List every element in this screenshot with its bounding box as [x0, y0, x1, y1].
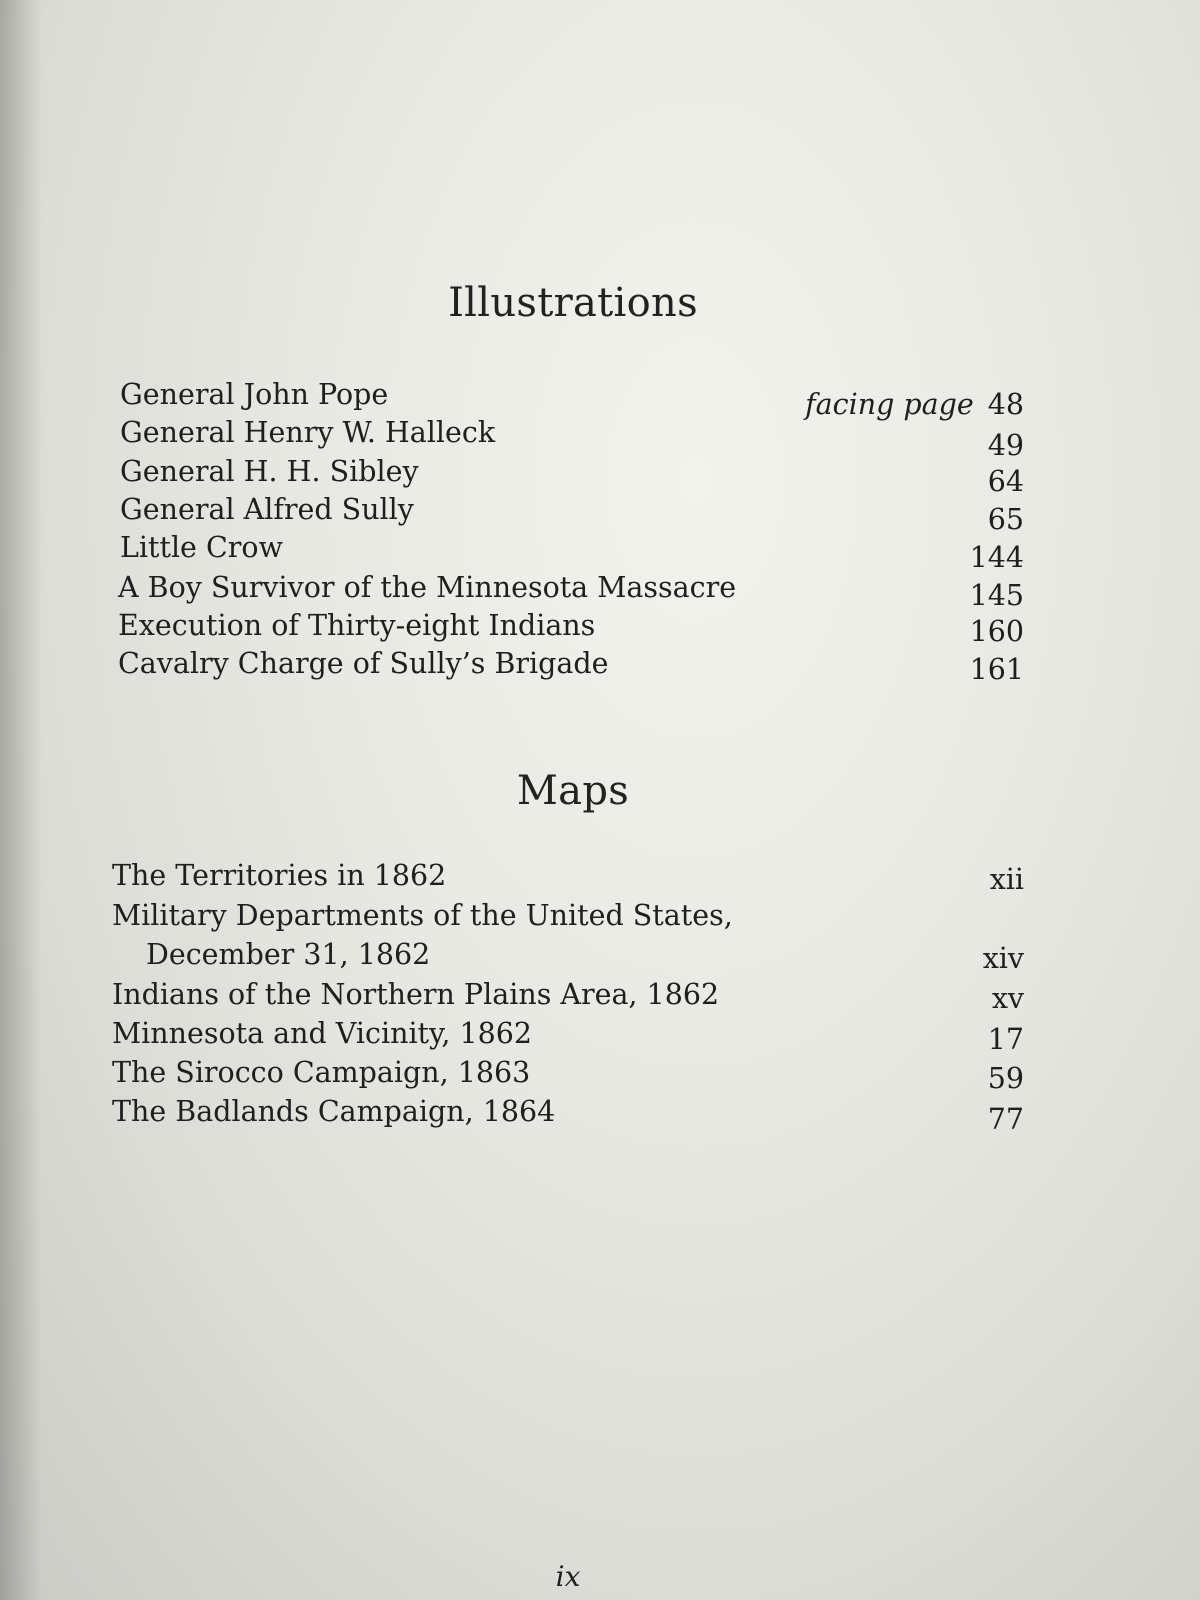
- list-item: [0, 528, 1200, 574]
- list-item: [0, 856, 1200, 896]
- list-item: [0, 568, 1200, 612]
- entry-page: 64: [987, 465, 1024, 498]
- entry-page: 160: [969, 615, 1024, 648]
- list-item: [0, 606, 1200, 646]
- list-item: [0, 490, 1200, 536]
- entry-title: Cavalry Charge of Sully’s Brigade: [118, 647, 609, 680]
- entry-page: xv: [991, 982, 1024, 1015]
- facing-page-label: facing page: [805, 388, 974, 421]
- entry-page: 145: [969, 579, 1024, 612]
- entry-page: 144: [969, 541, 1024, 574]
- entry-title: Execution of Thirty-eight Indians: [118, 609, 596, 642]
- entry-title: General Henry W. Halleck: [120, 416, 496, 449]
- entry-page: 49: [987, 429, 1024, 462]
- entry-title: The Territories in 1862: [112, 859, 447, 892]
- entry-page: facing page 48: [805, 388, 1024, 421]
- entry-title: December 31, 1862: [146, 938, 431, 971]
- entry-page: xiv: [982, 942, 1024, 975]
- entry-page: 161: [969, 653, 1024, 686]
- list-item: [0, 644, 1200, 684]
- list-item: [0, 1014, 1200, 1054]
- entry-title: The Sirocco Campaign, 1863: [112, 1056, 531, 1089]
- page-number: ix: [555, 1560, 581, 1593]
- entry-title: Little Crow: [120, 531, 283, 564]
- list-item: [0, 896, 1200, 936]
- list-item: [0, 1092, 1200, 1136]
- entry-page: 17: [987, 1023, 1024, 1056]
- entry-page: xii: [989, 863, 1024, 896]
- list-item: [0, 375, 1200, 421]
- list-item: [0, 975, 1200, 1015]
- entry-page: 77: [987, 1103, 1024, 1136]
- entry-title: General Alfred Sully: [120, 493, 414, 526]
- entry-title: General H. H. Sibley: [120, 455, 419, 488]
- entry-title: The Badlands Campaign, 1864: [112, 1095, 556, 1128]
- entry-title: Indians of the Northern Plains Area, 1862: [112, 978, 720, 1011]
- entry-title: General John Pope: [120, 378, 389, 411]
- list-item: [0, 413, 1200, 462]
- entry-page: 65: [987, 503, 1024, 536]
- entry-title: Minnesota and Vicinity, 1862: [112, 1017, 532, 1050]
- entry-page: 59: [987, 1062, 1024, 1095]
- illustrations-heading: Illustrations: [448, 280, 698, 326]
- maps-heading: Maps: [516, 768, 630, 814]
- list-item: [0, 452, 1200, 498]
- entry-title: A Boy Survivor of the Minnesota Massacre: [118, 571, 737, 604]
- list-item: [0, 935, 1200, 975]
- list-item: [0, 1053, 1200, 1093]
- entry-title: Military Departments of the United States,: [112, 899, 733, 932]
